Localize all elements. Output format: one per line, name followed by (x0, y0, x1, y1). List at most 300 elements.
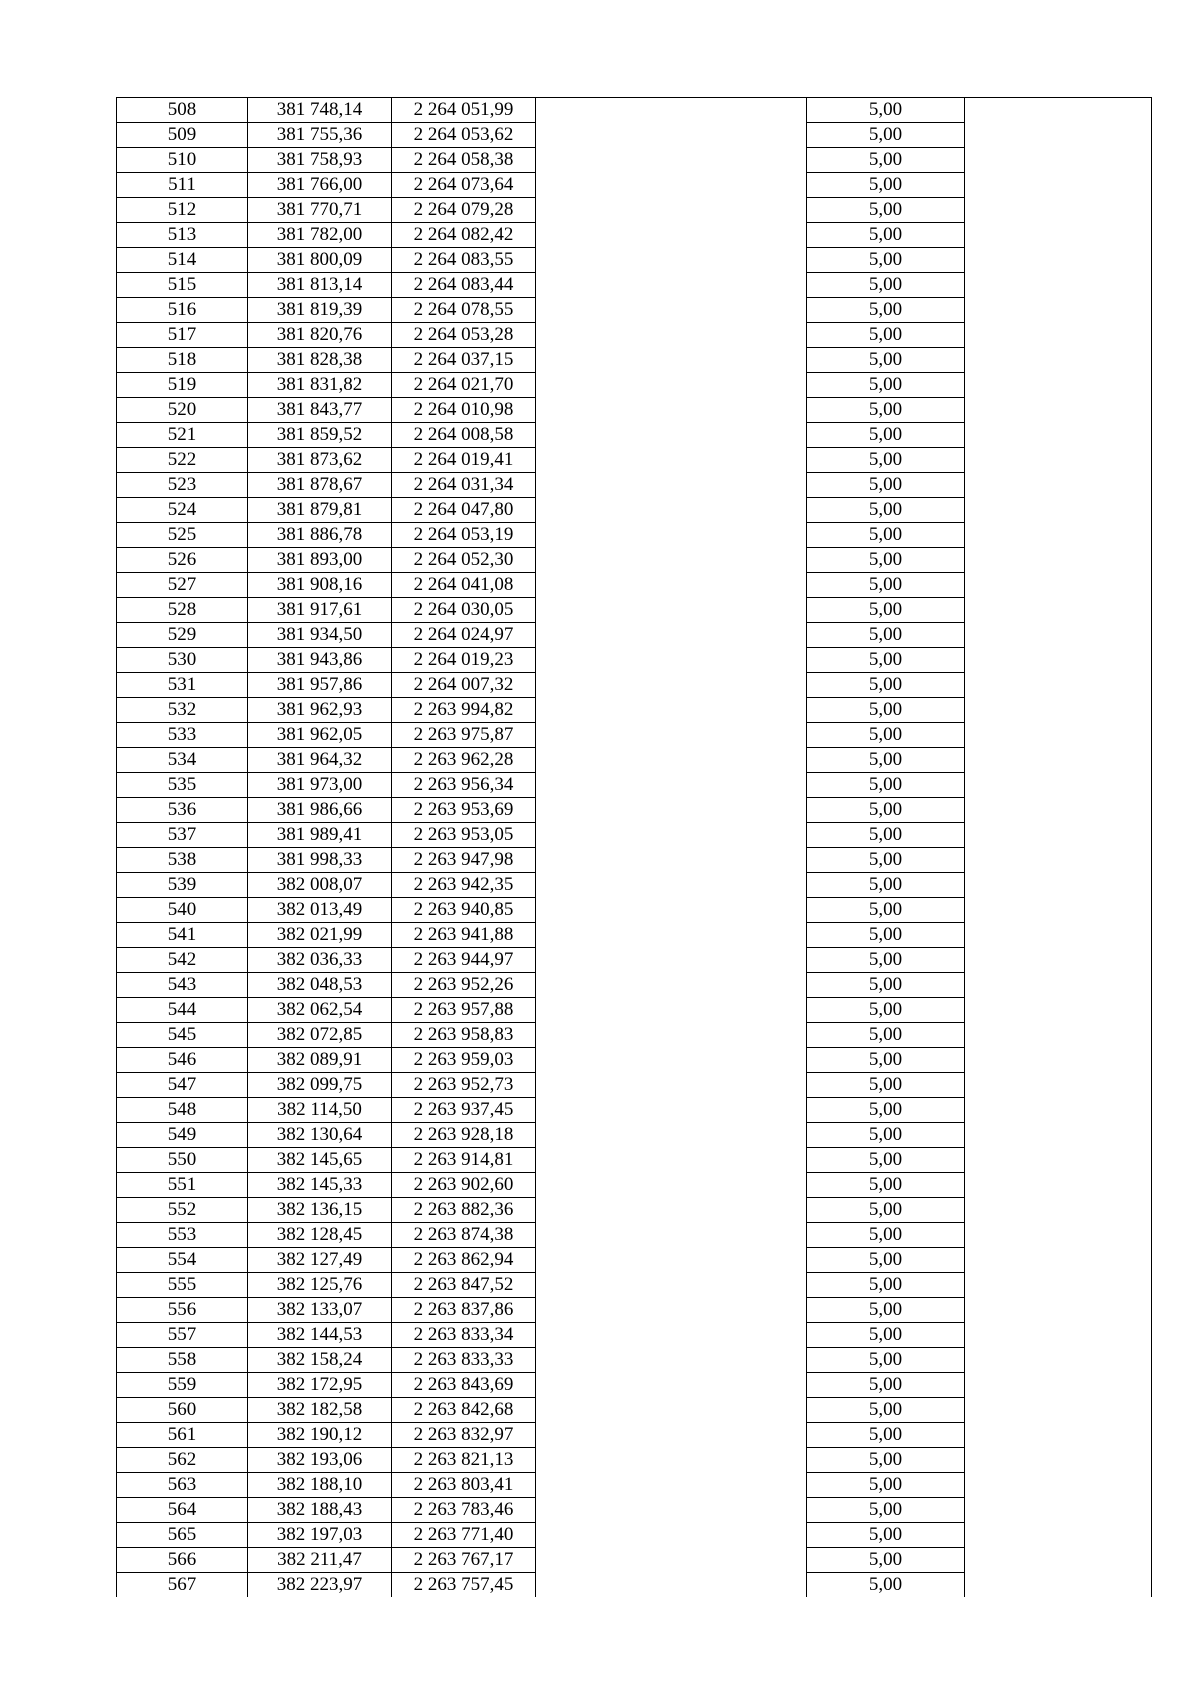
empty-cell (536, 1498, 807, 1523)
x-coordinate-cell: 381 813,14 (248, 273, 392, 298)
x-coordinate-cell: 381 831,82 (248, 373, 392, 398)
empty-cell (965, 1498, 1152, 1523)
empty-cell (965, 923, 1152, 948)
error-value-cell: 5,00 (807, 1098, 965, 1123)
error-value-cell: 5,00 (807, 1448, 965, 1473)
table-row (117, 498, 1152, 523)
error-value-cell: 5,00 (807, 98, 965, 123)
empty-cell (965, 223, 1152, 248)
table-row (117, 1173, 1152, 1198)
empty-cell (536, 1098, 807, 1123)
empty-cell (536, 273, 807, 298)
empty-cell (965, 148, 1152, 173)
x-coordinate-cell: 381 962,05 (248, 723, 392, 748)
y-coordinate-cell: 2 263 952,73 (392, 1073, 536, 1098)
empty-cell (965, 323, 1152, 348)
error-value-cell: 5,00 (807, 623, 965, 648)
table-row (117, 873, 1152, 898)
error-value-cell: 5,00 (807, 1548, 965, 1573)
empty-cell (965, 1273, 1152, 1298)
error-value-cell: 5,00 (807, 348, 965, 373)
table-row (117, 1373, 1152, 1398)
y-coordinate-cell: 2 263 953,69 (392, 798, 536, 823)
empty-cell (536, 173, 807, 198)
error-value-cell: 5,00 (807, 448, 965, 473)
empty-cell (536, 1573, 807, 1598)
empty-cell (965, 723, 1152, 748)
point-number-cell: 566 (117, 1548, 248, 1573)
error-value-cell: 5,00 (807, 1173, 965, 1198)
table-row (117, 373, 1152, 398)
point-number-cell: 546 (117, 1048, 248, 1073)
empty-cell (965, 1398, 1152, 1423)
y-coordinate-cell: 2 264 079,28 (392, 198, 536, 223)
empty-cell (536, 1523, 807, 1548)
x-coordinate-cell: 382 021,99 (248, 923, 392, 948)
table-row (117, 1473, 1152, 1498)
empty-cell (965, 598, 1152, 623)
table-row (117, 598, 1152, 623)
error-value-cell: 5,00 (807, 1473, 965, 1498)
point-number-cell: 523 (117, 473, 248, 498)
empty-cell (965, 773, 1152, 798)
empty-cell (536, 398, 807, 423)
empty-cell (536, 1123, 807, 1148)
empty-cell (965, 1423, 1152, 1448)
empty-cell (965, 898, 1152, 923)
empty-cell (965, 1073, 1152, 1098)
y-coordinate-cell: 2 263 862,94 (392, 1248, 536, 1273)
empty-cell (536, 298, 807, 323)
empty-cell (536, 598, 807, 623)
empty-cell (536, 948, 807, 973)
point-number-cell: 560 (117, 1398, 248, 1423)
table-row (117, 748, 1152, 773)
empty-cell (965, 823, 1152, 848)
y-coordinate-cell: 2 264 083,44 (392, 273, 536, 298)
empty-cell (965, 423, 1152, 448)
empty-cell (965, 948, 1152, 973)
x-coordinate-cell: 382 128,45 (248, 1223, 392, 1248)
empty-cell (965, 1198, 1152, 1223)
y-coordinate-cell: 2 264 058,38 (392, 148, 536, 173)
y-coordinate-cell: 2 263 783,46 (392, 1498, 536, 1523)
y-coordinate-cell: 2 263 928,18 (392, 1123, 536, 1148)
empty-cell (536, 1298, 807, 1323)
y-coordinate-cell: 2 263 847,52 (392, 1273, 536, 1298)
empty-cell (965, 1473, 1152, 1498)
table-row (117, 1323, 1152, 1348)
point-number-cell: 539 (117, 873, 248, 898)
empty-cell (965, 298, 1152, 323)
empty-cell (536, 523, 807, 548)
point-number-cell: 532 (117, 698, 248, 723)
empty-cell (536, 1348, 807, 1373)
table-row (117, 623, 1152, 648)
x-coordinate-cell: 382 133,07 (248, 1298, 392, 1323)
empty-cell (536, 773, 807, 798)
x-coordinate-cell: 381 893,00 (248, 548, 392, 573)
empty-cell (536, 1223, 807, 1248)
point-number-cell: 550 (117, 1148, 248, 1173)
table-row (117, 573, 1152, 598)
y-coordinate-cell: 2 263 994,82 (392, 698, 536, 723)
empty-cell (965, 473, 1152, 498)
point-number-cell: 516 (117, 298, 248, 323)
empty-cell (536, 1198, 807, 1223)
x-coordinate-cell: 382 145,33 (248, 1173, 392, 1198)
table-body (117, 98, 1152, 1598)
error-value-cell: 5,00 (807, 573, 965, 598)
empty-cell (965, 698, 1152, 723)
point-number-cell: 518 (117, 348, 248, 373)
table-row (117, 798, 1152, 823)
empty-cell (536, 623, 807, 648)
y-coordinate-cell: 2 263 843,69 (392, 1373, 536, 1398)
x-coordinate-cell: 382 136,15 (248, 1198, 392, 1223)
table-row (117, 98, 1152, 123)
y-coordinate-cell: 2 263 959,03 (392, 1048, 536, 1073)
y-coordinate-cell: 2 263 821,13 (392, 1448, 536, 1473)
error-value-cell: 5,00 (807, 998, 965, 1023)
empty-cell (965, 1023, 1152, 1048)
point-number-cell: 549 (117, 1123, 248, 1148)
point-number-cell: 525 (117, 523, 248, 548)
point-number-cell: 538 (117, 848, 248, 873)
point-number-cell: 511 (117, 173, 248, 198)
x-coordinate-cell: 381 943,86 (248, 648, 392, 673)
point-number-cell: 559 (117, 1373, 248, 1398)
point-number-cell: 524 (117, 498, 248, 523)
empty-cell (536, 373, 807, 398)
x-coordinate-cell: 382 048,53 (248, 973, 392, 998)
table-row (117, 248, 1152, 273)
point-number-cell: 535 (117, 773, 248, 798)
x-coordinate-cell: 381 766,00 (248, 173, 392, 198)
error-value-cell: 5,00 (807, 1273, 965, 1298)
y-coordinate-cell: 2 263 771,40 (392, 1523, 536, 1548)
y-coordinate-cell: 2 263 975,87 (392, 723, 536, 748)
x-coordinate-cell: 382 127,49 (248, 1248, 392, 1273)
empty-cell (536, 473, 807, 498)
y-coordinate-cell: 2 263 874,38 (392, 1223, 536, 1248)
error-value-cell: 5,00 (807, 1298, 965, 1323)
point-number-cell: 564 (117, 1498, 248, 1523)
empty-cell (965, 198, 1152, 223)
x-coordinate-cell: 382 130,64 (248, 1123, 392, 1148)
empty-cell (965, 548, 1152, 573)
y-coordinate-cell: 2 263 832,97 (392, 1423, 536, 1448)
empty-cell (536, 1173, 807, 1198)
y-coordinate-cell: 2 264 037,15 (392, 348, 536, 373)
empty-cell (965, 973, 1152, 998)
table-row (117, 648, 1152, 673)
empty-cell (536, 848, 807, 873)
point-number-cell: 562 (117, 1448, 248, 1473)
error-value-cell: 5,00 (807, 173, 965, 198)
empty-cell (536, 1023, 807, 1048)
x-coordinate-cell: 381 917,61 (248, 598, 392, 623)
empty-cell (965, 1148, 1152, 1173)
error-value-cell: 5,00 (807, 373, 965, 398)
point-number-cell: 522 (117, 448, 248, 473)
table-row (117, 1423, 1152, 1448)
empty-cell (536, 98, 807, 123)
point-number-cell: 555 (117, 1273, 248, 1298)
x-coordinate-cell: 382 114,50 (248, 1098, 392, 1123)
table-row (117, 398, 1152, 423)
error-value-cell: 5,00 (807, 398, 965, 423)
x-coordinate-cell: 381 770,71 (248, 198, 392, 223)
empty-cell (536, 823, 807, 848)
x-coordinate-cell: 382 188,10 (248, 1473, 392, 1498)
x-coordinate-cell: 381 989,41 (248, 823, 392, 848)
y-coordinate-cell: 2 263 833,34 (392, 1323, 536, 1348)
empty-cell (965, 1323, 1152, 1348)
table-row (117, 473, 1152, 498)
error-value-cell: 5,00 (807, 973, 965, 998)
error-value-cell: 5,00 (807, 1423, 965, 1448)
x-coordinate-cell: 381 986,66 (248, 798, 392, 823)
point-number-cell: 530 (117, 648, 248, 673)
error-value-cell: 5,00 (807, 1073, 965, 1098)
table-row (117, 698, 1152, 723)
empty-cell (536, 148, 807, 173)
table-row (117, 1273, 1152, 1298)
table-row (117, 323, 1152, 348)
empty-cell (965, 673, 1152, 698)
point-number-cell: 540 (117, 898, 248, 923)
point-number-cell: 526 (117, 548, 248, 573)
empty-cell (536, 248, 807, 273)
error-value-cell: 5,00 (807, 523, 965, 548)
y-coordinate-cell: 2 264 051,99 (392, 98, 536, 123)
error-value-cell: 5,00 (807, 1498, 965, 1523)
x-coordinate-cell: 381 934,50 (248, 623, 392, 648)
x-coordinate-cell: 382 036,33 (248, 948, 392, 973)
point-number-cell: 554 (117, 1248, 248, 1273)
point-number-cell: 544 (117, 998, 248, 1023)
x-coordinate-cell: 382 182,58 (248, 1398, 392, 1423)
x-coordinate-cell: 382 072,85 (248, 1023, 392, 1048)
error-value-cell: 5,00 (807, 873, 965, 898)
table-row (117, 548, 1152, 573)
x-coordinate-cell: 382 144,53 (248, 1323, 392, 1348)
empty-cell (536, 1273, 807, 1298)
y-coordinate-cell: 2 264 053,19 (392, 523, 536, 548)
error-value-cell: 5,00 (807, 723, 965, 748)
table-row (117, 348, 1152, 373)
y-coordinate-cell: 2 264 024,97 (392, 623, 536, 648)
y-coordinate-cell: 2 263 953,05 (392, 823, 536, 848)
x-coordinate-cell: 381 964,32 (248, 748, 392, 773)
point-number-cell: 527 (117, 573, 248, 598)
x-coordinate-cell: 382 223,97 (248, 1573, 392, 1598)
point-number-cell: 529 (117, 623, 248, 648)
empty-cell (536, 1373, 807, 1398)
table-row (117, 1148, 1152, 1173)
table-row (117, 998, 1152, 1023)
point-number-cell: 567 (117, 1573, 248, 1598)
error-value-cell: 5,00 (807, 598, 965, 623)
y-coordinate-cell: 2 263 958,83 (392, 1023, 536, 1048)
x-coordinate-cell: 382 145,65 (248, 1148, 392, 1173)
empty-cell (965, 1348, 1152, 1373)
empty-cell (536, 748, 807, 773)
table-row (117, 123, 1152, 148)
empty-cell (536, 573, 807, 598)
x-coordinate-cell: 382 089,91 (248, 1048, 392, 1073)
table-row (117, 448, 1152, 473)
y-coordinate-cell: 2 263 803,41 (392, 1473, 536, 1498)
empty-cell (965, 873, 1152, 898)
table-row (117, 948, 1152, 973)
table-row (117, 898, 1152, 923)
y-coordinate-cell: 2 263 941,88 (392, 923, 536, 948)
point-number-cell: 543 (117, 973, 248, 998)
empty-cell (536, 698, 807, 723)
x-coordinate-cell: 382 190,12 (248, 1423, 392, 1448)
empty-cell (965, 998, 1152, 1023)
x-coordinate-cell: 381 878,67 (248, 473, 392, 498)
y-coordinate-cell: 2 263 956,34 (392, 773, 536, 798)
error-value-cell: 5,00 (807, 823, 965, 848)
error-value-cell: 5,00 (807, 323, 965, 348)
error-value-cell: 5,00 (807, 1398, 965, 1423)
empty-cell (536, 1473, 807, 1498)
point-number-cell: 534 (117, 748, 248, 773)
y-coordinate-cell: 2 264 008,58 (392, 423, 536, 448)
y-coordinate-cell: 2 263 837,86 (392, 1298, 536, 1323)
empty-cell (965, 573, 1152, 598)
error-value-cell: 5,00 (807, 273, 965, 298)
error-value-cell: 5,00 (807, 1223, 965, 1248)
empty-cell (965, 348, 1152, 373)
table-row (117, 1223, 1152, 1248)
x-coordinate-cell: 382 211,47 (248, 1548, 392, 1573)
table-row (117, 1523, 1152, 1548)
empty-cell (536, 1073, 807, 1098)
point-number-cell: 508 (117, 98, 248, 123)
table-row (117, 173, 1152, 198)
table-row (117, 773, 1152, 798)
empty-cell (536, 1548, 807, 1573)
error-value-cell: 5,00 (807, 848, 965, 873)
table-row (117, 523, 1152, 548)
point-number-cell: 561 (117, 1423, 248, 1448)
empty-cell (536, 1323, 807, 1348)
empty-cell (965, 1123, 1152, 1148)
error-value-cell: 5,00 (807, 298, 965, 323)
empty-cell (965, 173, 1152, 198)
coordinates-table (116, 97, 1152, 1597)
y-coordinate-cell: 2 264 073,64 (392, 173, 536, 198)
empty-cell (536, 498, 807, 523)
y-coordinate-cell: 2 264 078,55 (392, 298, 536, 323)
y-coordinate-cell: 2 264 052,30 (392, 548, 536, 573)
error-value-cell: 5,00 (807, 498, 965, 523)
point-number-cell: 519 (117, 373, 248, 398)
table-row (117, 298, 1152, 323)
table-row (117, 1573, 1152, 1598)
y-coordinate-cell: 2 264 082,42 (392, 223, 536, 248)
error-value-cell: 5,00 (807, 1048, 965, 1073)
empty-cell (965, 98, 1152, 123)
empty-cell (965, 1573, 1152, 1598)
table-row (117, 823, 1152, 848)
empty-cell (965, 1448, 1152, 1473)
y-coordinate-cell: 2 263 947,98 (392, 848, 536, 873)
empty-cell (965, 498, 1152, 523)
point-number-cell: 510 (117, 148, 248, 173)
y-coordinate-cell: 2 264 007,32 (392, 673, 536, 698)
empty-cell (965, 448, 1152, 473)
y-coordinate-cell: 2 264 053,62 (392, 123, 536, 148)
empty-cell (536, 973, 807, 998)
x-coordinate-cell: 382 188,43 (248, 1498, 392, 1523)
empty-cell (536, 198, 807, 223)
table-row (117, 198, 1152, 223)
empty-cell (965, 398, 1152, 423)
y-coordinate-cell: 2 263 952,26 (392, 973, 536, 998)
table-row (117, 223, 1152, 248)
x-coordinate-cell: 382 099,75 (248, 1073, 392, 1098)
point-number-cell: 541 (117, 923, 248, 948)
point-number-cell: 565 (117, 1523, 248, 1548)
point-number-cell: 558 (117, 1348, 248, 1373)
empty-cell (536, 1423, 807, 1448)
point-number-cell: 537 (117, 823, 248, 848)
table-row (117, 1098, 1152, 1123)
y-coordinate-cell: 2 264 030,05 (392, 598, 536, 623)
error-value-cell: 5,00 (807, 423, 965, 448)
empty-cell (536, 723, 807, 748)
y-coordinate-cell: 2 264 083,55 (392, 248, 536, 273)
point-number-cell: 528 (117, 598, 248, 623)
x-coordinate-cell: 381 998,33 (248, 848, 392, 873)
y-coordinate-cell: 2 264 019,23 (392, 648, 536, 673)
x-coordinate-cell: 382 062,54 (248, 998, 392, 1023)
empty-cell (536, 223, 807, 248)
empty-cell (536, 448, 807, 473)
empty-cell (536, 998, 807, 1023)
y-coordinate-cell: 2 263 944,97 (392, 948, 536, 973)
x-coordinate-cell: 381 820,76 (248, 323, 392, 348)
y-coordinate-cell: 2 263 942,35 (392, 873, 536, 898)
empty-cell (536, 1448, 807, 1473)
x-coordinate-cell: 381 843,77 (248, 398, 392, 423)
error-value-cell: 5,00 (807, 548, 965, 573)
table-row (117, 923, 1152, 948)
error-value-cell: 5,00 (807, 198, 965, 223)
empty-cell (536, 123, 807, 148)
x-coordinate-cell: 381 886,78 (248, 523, 392, 548)
y-coordinate-cell: 2 264 053,28 (392, 323, 536, 348)
point-number-cell: 552 (117, 1198, 248, 1223)
x-coordinate-cell: 382 008,07 (248, 873, 392, 898)
point-number-cell: 531 (117, 673, 248, 698)
empty-cell (536, 873, 807, 898)
point-number-cell: 548 (117, 1098, 248, 1123)
x-coordinate-cell: 381 873,62 (248, 448, 392, 473)
empty-cell (965, 1298, 1152, 1323)
y-coordinate-cell: 2 263 833,33 (392, 1348, 536, 1373)
x-coordinate-cell: 381 819,39 (248, 298, 392, 323)
table-row (117, 973, 1152, 998)
empty-cell (965, 1173, 1152, 1198)
error-value-cell: 5,00 (807, 1248, 965, 1273)
point-number-cell: 563 (117, 1473, 248, 1498)
